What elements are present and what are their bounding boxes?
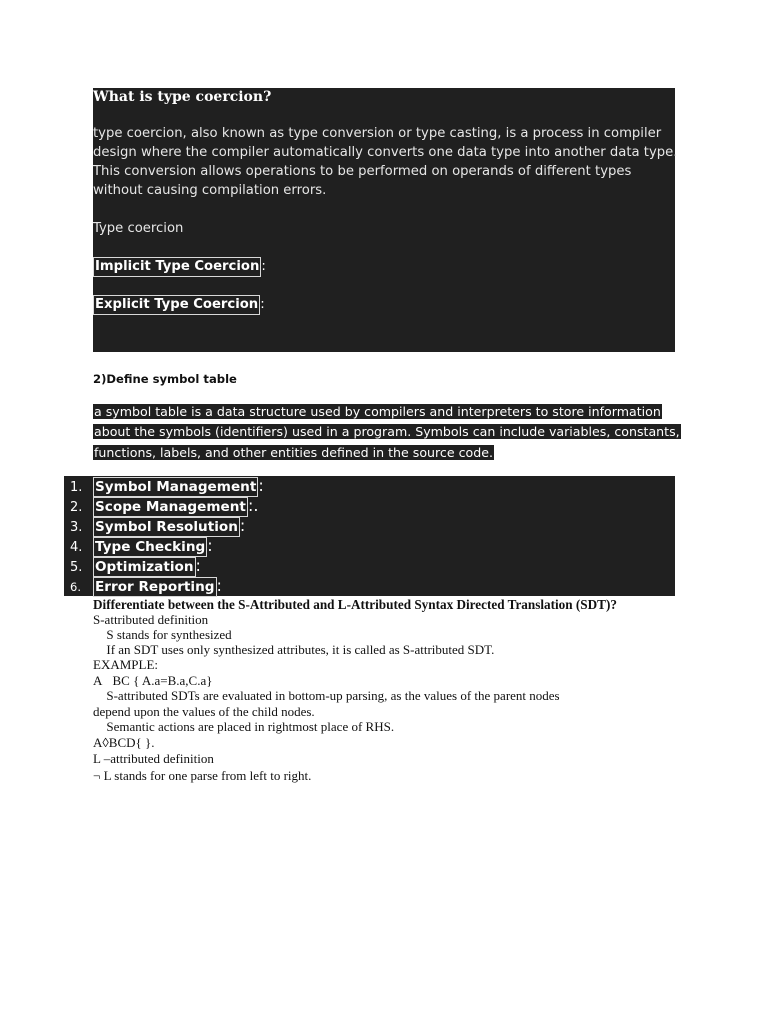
text-line: A◊BCD{ }. (93, 735, 155, 750)
definition-line: functions, labels, and other entities defined in the source code. (94, 445, 493, 460)
text-line: Semantic actions are placed in rightmost place of RHS. (93, 719, 381, 734)
text-line: depend upon the values of the child nodes. (93, 704, 315, 719)
text-line: S stands for synthesized (93, 627, 219, 642)
explicit-coercion-label: Explicit Type Coercion (93, 295, 260, 315)
definition-line: about the symbols (identifiers) used in a program. Symbols can include variables, constants, (94, 424, 680, 439)
text-line: S-attributed definition (93, 612, 209, 627)
type-coercion-subheading: Type coercion (93, 221, 184, 236)
list-item: 4. Type Checking : (70, 536, 213, 555)
text-line: EXAMPLE: (93, 657, 158, 672)
sdt-question-title: Differentiate between the S-Attributed and L-Attributed Syntax Directed Translation (SDT)? (93, 597, 617, 612)
list-item: 3. Symbol Resolution : (70, 516, 246, 535)
text-line: L –attributed definition (93, 751, 214, 766)
implicit-coercion-label: Implicit Type Coercion (93, 257, 261, 277)
text-line: ¬ L stands for one parse from left to right. (93, 768, 312, 783)
type-coercion-paragraph: type coercion, also known as type conversion or type casting, is a process in compiler design where the compiler automatically converts one data type into another data type. This conversion allows operations to be performed on operands of different types without causing compilation errors. (93, 126, 678, 198)
text-line: S-attributed SDTs are evaluated in bottom-up parsing, as the values of the parent nodes (93, 688, 547, 703)
question-title: What is type coercion? (93, 89, 272, 105)
list-item: 1. Symbol Management : (70, 476, 264, 495)
definition-line: a symbol table is a data structure used by compilers and interpreters to store information (94, 404, 661, 419)
text-line: A BC { A.a=B.a,C.a} (93, 673, 205, 688)
list-item: 2. Scope Management :. (70, 496, 259, 515)
implicit-coercion-item: Implicit Type Coercion : (93, 257, 266, 277)
explicit-coercion-item: Explicit Type Coercion : (93, 295, 265, 315)
symbol-table-title: 2)Define symbol table (93, 372, 237, 386)
text-line: If an SDT uses only synthesized attributes, it is called as S-attributed SDT. (93, 642, 482, 657)
list-item: 6. Error Reporting : (70, 576, 222, 595)
list-item: 5. Optimization : (70, 556, 201, 575)
